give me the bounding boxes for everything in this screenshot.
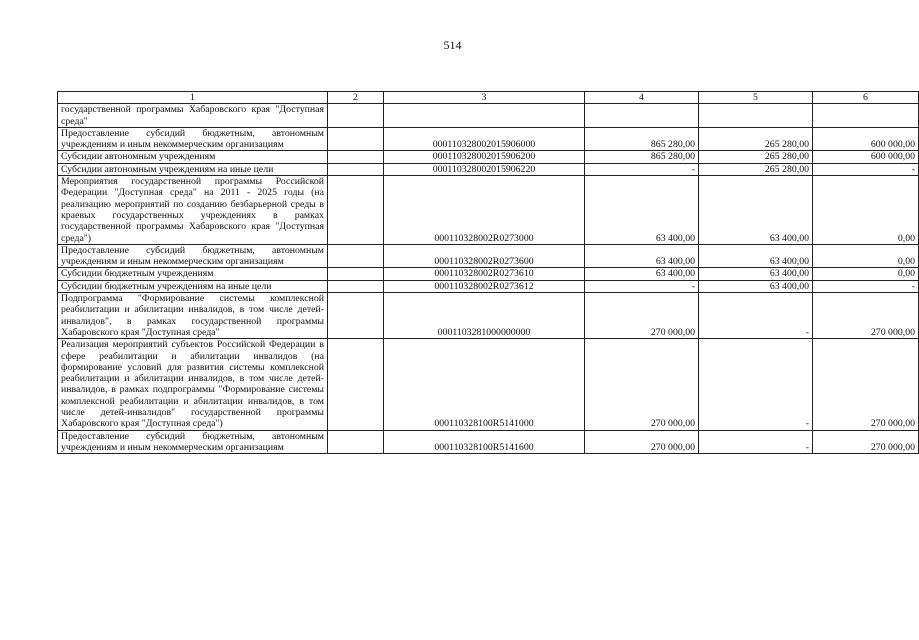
row-value-5: -: [699, 339, 813, 430]
row-value-6: 600 000,00: [813, 151, 919, 163]
table-row: [58, 163, 919, 175]
row-name: Предоставление субсидий бюджетным, автономным учреждениям и иным некоммерческим организациям: [58, 430, 328, 454]
row-code: 000110328002015906200: [384, 151, 585, 163]
row-code: 000110328100R5141600: [384, 430, 585, 454]
table-row: [58, 104, 919, 128]
row-name: Предоставление субсидий бюджетным, автономным учреждениям и иным некоммерческим организациям: [58, 127, 328, 151]
header-col-3: 3: [384, 92, 585, 104]
row-name: Предоставление субсидий бюджетным, автономным учреждениям и иным некоммерческим организациям: [58, 244, 328, 268]
table-row: [58, 339, 919, 430]
row-value-4: [585, 104, 699, 128]
row-value-6: 0,00: [813, 244, 919, 268]
row-code: 000110328002R0273612: [384, 280, 585, 292]
header-col-6: 6: [813, 92, 919, 104]
row-value-5: -: [699, 430, 813, 454]
row-code: 0001103281000000000: [384, 293, 585, 339]
row-code: 000110328002R0273000: [384, 176, 585, 245]
row-value-4: 63 400,00: [585, 268, 699, 280]
row-name: Мероприятия государственной программы Российской Федерации "Доступная среда" на 2011 - 2025 годы (на реализацию мероприятий по созданию безбарьерной среды в краевых государственных учреждениях в рамках государственной программы Хабаровского края "Доступная среда"): [58, 176, 328, 245]
header-col-5: 5: [699, 92, 813, 104]
row-value-5: 63 400,00: [699, 268, 813, 280]
row-value-4: 270 000,00: [585, 430, 699, 454]
row-code: 000110328002R0273600: [384, 244, 585, 268]
table-row: [58, 430, 919, 454]
row-name: Субсидии бюджетным учреждениям на иные цели: [58, 280, 328, 292]
row-value-5: 63 400,00: [699, 176, 813, 245]
row-name: Субсидии автономным учреждениям: [58, 151, 328, 163]
table-row: [58, 244, 919, 268]
row-col2: [328, 127, 384, 151]
row-code: 000110328002R0273610: [384, 268, 585, 280]
row-value-4: 63 400,00: [585, 244, 699, 268]
budget-table: [57, 91, 919, 454]
row-col2: [328, 244, 384, 268]
row-col2: [328, 104, 384, 128]
row-value-6: 0,00: [813, 176, 919, 245]
row-value-6: -: [813, 280, 919, 292]
table-row: [58, 127, 919, 151]
row-name: Подпрограмма "Формирование системы комплексной реабилитации и абилитации инвалидов, в том числе детей-инвалидов", в рамках государственной программы Хабаровского края "Доступная среда": [58, 293, 328, 339]
row-value-6: 270 000,00: [813, 339, 919, 430]
row-value-5: 265 280,00: [699, 163, 813, 175]
row-code: [384, 104, 585, 128]
row-value-6: 0,00: [813, 268, 919, 280]
row-value-5: 265 280,00: [699, 127, 813, 151]
header-col-2: 2: [328, 92, 384, 104]
table-row: [58, 151, 919, 163]
row-value-6: 600 000,00: [813, 127, 919, 151]
table-row: [58, 176, 919, 245]
row-value-4: 865 280,00: [585, 127, 699, 151]
row-code: 000110328002015906220: [384, 163, 585, 175]
page-number: 514: [443, 38, 462, 52]
row-name: Субсидии бюджетным учреждениям: [58, 268, 328, 280]
row-col2: [328, 176, 384, 245]
row-name: Субсидии автономным учреждениям на иные цели: [58, 163, 328, 175]
row-value-6: -: [813, 163, 919, 175]
row-value-6: 270 000,00: [813, 430, 919, 454]
table-row: [58, 293, 919, 339]
row-value-6: [813, 104, 919, 128]
row-col2: [328, 430, 384, 454]
row-col2: [328, 268, 384, 280]
table-row: [58, 280, 919, 292]
row-value-5: -: [699, 293, 813, 339]
row-value-4: -: [585, 280, 699, 292]
header-col-4: 4: [585, 92, 699, 104]
row-col2: [328, 163, 384, 175]
row-col2: [328, 293, 384, 339]
row-value-5: [699, 104, 813, 128]
row-value-4: 865 280,00: [585, 151, 699, 163]
row-value-4: 270 000,00: [585, 339, 699, 430]
row-value-6: 270 000,00: [813, 293, 919, 339]
row-value-5: 63 400,00: [699, 280, 813, 292]
row-col2: [328, 151, 384, 163]
row-name: Реализация мероприятий субъектов Российской Федерации в сфере реабилитации и абилитации инвалидов (на формирование условий для развития системы комплексной реабилитации и абилитации инвалидов, в том числе детей-инвалидов, в рамках подпрограммы "Формирование системы комплексной реабилитации и абилитации инвалидов, в том числе детей-инвалидов" государственной программы Хабаровского края "Доступная среда"): [58, 339, 328, 430]
row-value-5: 63 400,00: [699, 244, 813, 268]
row-value-4: -: [585, 163, 699, 175]
row-value-4: 270 000,00: [585, 293, 699, 339]
row-value-4: 63 400,00: [585, 176, 699, 245]
row-name: государственной программы Хабаровского края "Доступная среда": [58, 104, 328, 128]
row-value-5: 265 280,00: [699, 151, 813, 163]
header-col-1: 1: [58, 92, 328, 104]
row-code: 000110328100R5141000: [384, 339, 585, 430]
table-row: [58, 268, 919, 280]
row-col2: [328, 339, 384, 430]
row-col2: [328, 280, 384, 292]
table-header-row: [58, 92, 919, 104]
row-code: 000110328002015906000: [384, 127, 585, 151]
